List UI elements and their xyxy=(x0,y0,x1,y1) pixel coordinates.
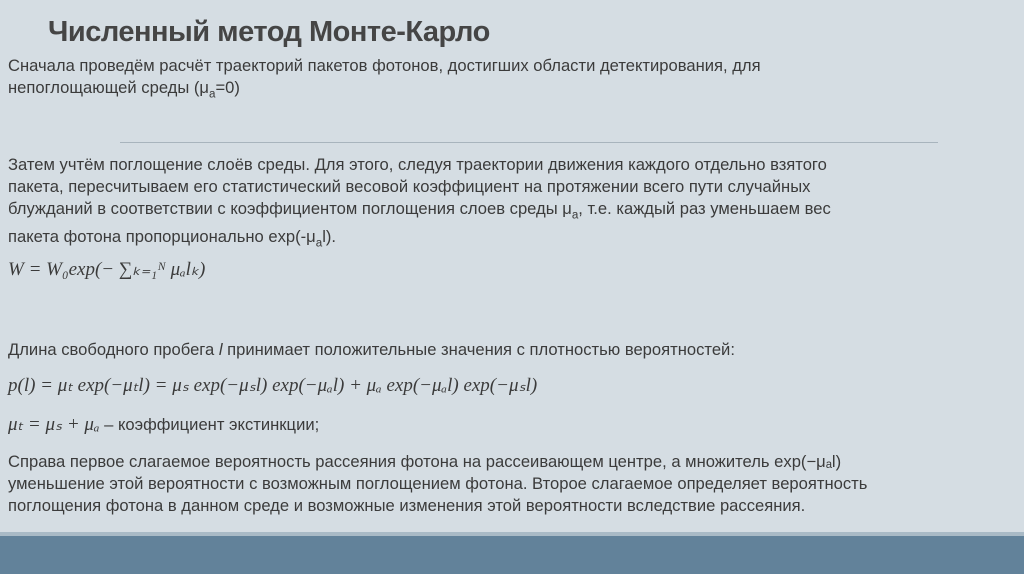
text-line: Затем учтём поглощение слоёв среды. Для этого, следуя траектории движения каждого отдельно взятого xyxy=(8,155,827,174)
footer-band xyxy=(0,536,1024,574)
formula-probability: p(l) = μₜ exp(−μₜl) = μₛ exp(−μₛl) exp(−μₐl) + μₐ exp(−μₐl) exp(−μₛl) xyxy=(8,375,538,396)
paragraph-intro xyxy=(8,55,761,105)
text-line: пакета фотона пропорционально $\exp(-\mu_al)$. xyxy=(8,227,337,250)
text-line: непоглощающей среды $(\mu_a=0)$ xyxy=(8,78,240,101)
text-line: пакета, пересчитываем его статистический весовой коэффициент на протяжении всего пути случайных xyxy=(8,177,811,196)
slide-title: Численный метод Монте-Карло xyxy=(48,16,490,48)
paragraph-free-path: Длина свободного пробега l принимает положительные значения с плотностью вероятностей: xyxy=(8,340,735,359)
text-line: Сначала проведём расчёт траекторий пакетов фотонов, достигших области детектирования, для xyxy=(8,56,761,75)
text-line: блужданий в соответствии с коэффициентом поглощения слоев среды $\mu_a$, т.е. каждый раз уменьшаем вес xyxy=(8,199,831,222)
separator-line xyxy=(120,142,938,143)
paragraph-absorption xyxy=(8,154,831,255)
text-line: Справа первое слагаемое вероятность рассеяния фотона на рассеивающем центре, а множитель exp(−μₐl) xyxy=(8,452,842,471)
text-line: уменьшение этой вероятности с возможным поглощением фотона. Второе слагаемое определяет вероятность xyxy=(8,474,868,493)
formula-weight: W = W₀exp(− ∑ₖ₌₁ᴺ μₐlₖ) xyxy=(8,259,206,280)
text-line: поглощения фотона в данном среде и возможные изменения этой вероятности вследствие рассеяния. xyxy=(8,496,806,515)
formula-extinction: μₜ = μₛ + μₐ – коэффициент экстинкции; xyxy=(8,414,320,435)
paragraph-explanation xyxy=(8,451,867,517)
